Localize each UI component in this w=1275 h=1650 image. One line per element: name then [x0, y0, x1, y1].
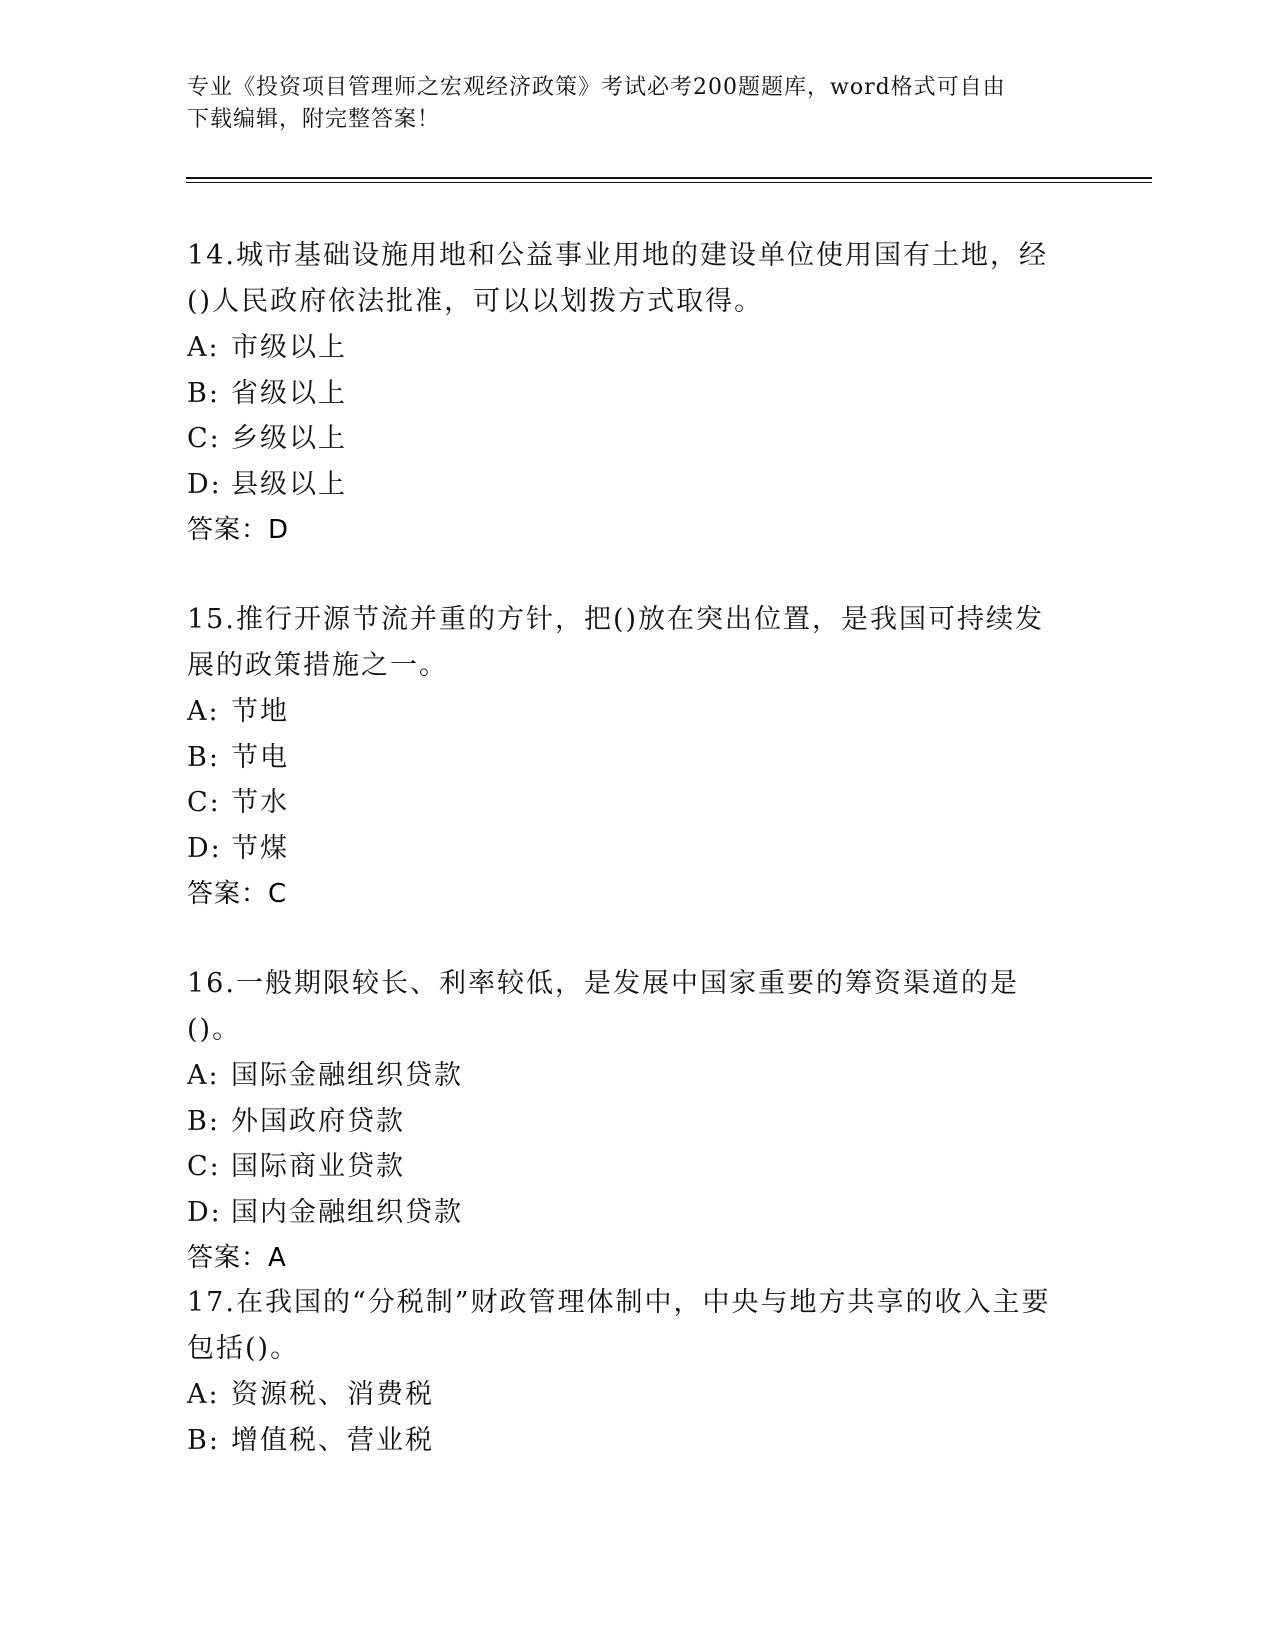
- option-text: 增值税、营业税: [231, 1424, 434, 1456]
- option-b: [187, 1418, 1067, 1464]
- option-key: B:: [187, 1105, 220, 1137]
- option-d: [187, 462, 1067, 508]
- option-text: 国内金融组织贷款: [231, 1196, 463, 1228]
- option-text: 乡级以上: [231, 423, 347, 454]
- header-line-2: 下载编辑，附完整答案！: [187, 107, 441, 132]
- header-rule-thick: [186, 177, 1152, 179]
- option-c: [187, 780, 1067, 826]
- option-a: [187, 1372, 1067, 1418]
- option-text: 资源税、消费税: [231, 1379, 434, 1410]
- option-key: C:: [187, 787, 221, 818]
- option-key: C:: [187, 423, 221, 454]
- option-b: [187, 371, 1067, 417]
- option-text: 节电: [231, 741, 289, 773]
- question-text: 14.城市基础设施用地和公益事业用地的建设单位使用国有土地，经()人民政府依法批准，可以以划拨方式取得。: [187, 240, 1048, 317]
- answer-line: 答案：A: [187, 1243, 287, 1273]
- option-key: B:: [187, 1424, 220, 1456]
- option-a: [187, 689, 1067, 735]
- option-key: A:: [187, 1060, 220, 1091]
- option-a: [187, 1053, 1067, 1099]
- option-text: 国际商业贷款: [231, 1151, 405, 1182]
- option-a: [187, 325, 1067, 371]
- option-c: [187, 1144, 1067, 1190]
- header-rule-thin: [186, 182, 1152, 183]
- option-text: 市级以上: [231, 332, 347, 363]
- option-key: A:: [187, 696, 220, 727]
- option-key: D:: [187, 1196, 222, 1228]
- option-key: A:: [187, 332, 220, 363]
- option-key: A:: [187, 1379, 220, 1410]
- question-text: 16.一般期限较长、利率较低，是发展中国家重要的筹资渠道的是()。: [187, 968, 1019, 1045]
- option-text: 节煤: [231, 832, 289, 864]
- option-c: [187, 416, 1067, 462]
- header-line-1: 专业《投资项目管理师之宏观经济政策》考试必考200题题库，word格式可自由: [187, 75, 1006, 100]
- option-b: [187, 1099, 1067, 1145]
- option-key: C:: [187, 1151, 221, 1182]
- answer-line: 答案：D: [187, 515, 290, 545]
- option-text: 县级以上: [231, 468, 347, 500]
- question-15: [187, 597, 1067, 917]
- option-text: 外国政府贷款: [231, 1105, 405, 1137]
- question-text: 15.推行开源节流并重的方针，把()放在突出位置，是我国可持续发展的政策措施之一。: [187, 604, 1045, 681]
- option-text: 节水: [231, 787, 289, 818]
- question-14: [187, 233, 1067, 553]
- question-16: [187, 961, 1067, 1281]
- option-key: B:: [187, 377, 220, 409]
- option-text: 国际金融组织贷款: [231, 1060, 463, 1091]
- option-key: D:: [187, 832, 222, 864]
- document-header: [187, 72, 1067, 136]
- question-17: [187, 1280, 1067, 1463]
- option-key: D:: [187, 468, 222, 500]
- option-d: [187, 826, 1067, 872]
- option-text: 节地: [231, 696, 289, 727]
- question-text: 17.在我国的“分税制”财政管理体制中，中央与地方共享的收入主要包括()。: [187, 1287, 1051, 1364]
- option-d: [187, 1190, 1067, 1236]
- option-key: B:: [187, 741, 220, 773]
- option-b: [187, 735, 1067, 781]
- answer-line: 答案：C: [187, 879, 288, 909]
- option-text: 省级以上: [231, 377, 347, 409]
